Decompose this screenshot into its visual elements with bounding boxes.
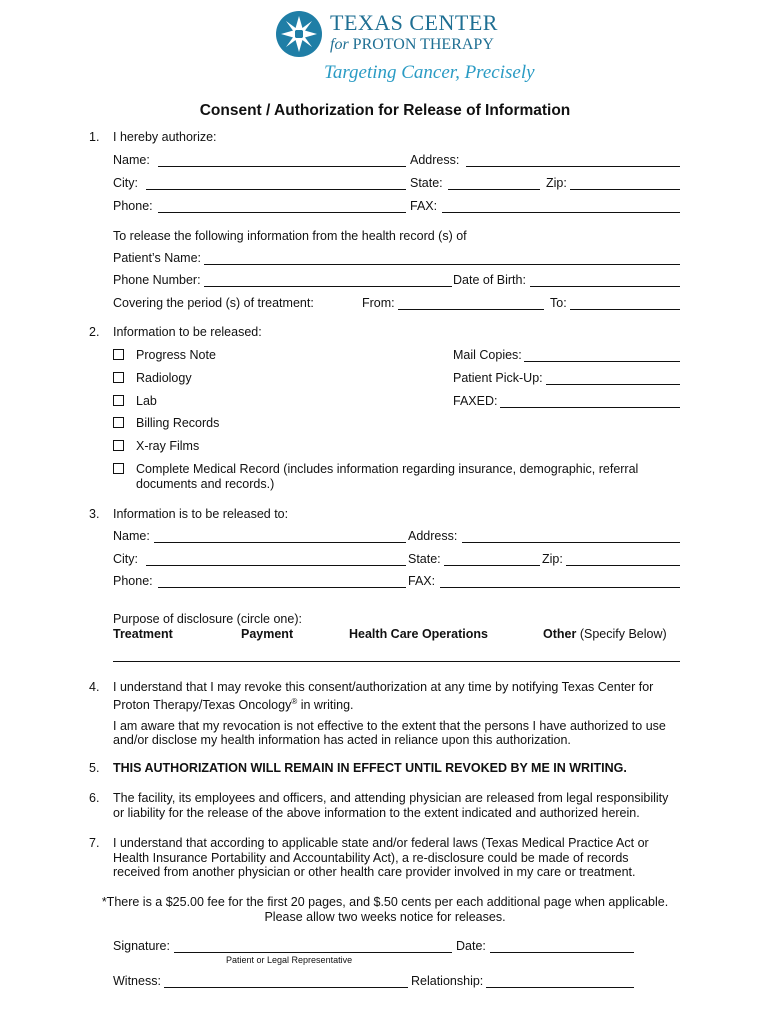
- logo-line2-main: PROTON THERAPY: [352, 36, 494, 53]
- logo-line2-prefix: for: [330, 36, 349, 53]
- witness-label: Witness:: [113, 974, 161, 988]
- section3-number: 3.: [89, 507, 100, 521]
- date-field[interactable]: [490, 952, 634, 953]
- s7-line3: received from another physician or other health care provider involved in my care or treatment.: [113, 865, 636, 879]
- faxed-label: FAXED:: [453, 394, 498, 408]
- s3-city-field[interactable]: [146, 565, 406, 566]
- signature-field[interactable]: [174, 952, 452, 953]
- s1-address-field[interactable]: [466, 166, 680, 167]
- s3-address-field[interactable]: [462, 542, 680, 543]
- s3-phone-field[interactable]: [158, 587, 406, 588]
- purpose-treatment[interactable]: Treatment: [113, 627, 173, 641]
- checkbox-xray-films[interactable]: [113, 440, 124, 451]
- s3-fax-field[interactable]: [440, 587, 680, 588]
- checkbox-billing-records[interactable]: [113, 417, 124, 428]
- s1-from-label: From:: [362, 296, 395, 310]
- s1-state-field[interactable]: [448, 189, 540, 190]
- section2-intro: Information to be released:: [113, 325, 262, 339]
- section1-number: 1.: [89, 130, 100, 144]
- logo-mark-icon: [275, 10, 323, 58]
- s1-from-field[interactable]: [398, 309, 544, 310]
- fee-note-line2: Please allow two weeks notice for releases.: [264, 910, 506, 924]
- s1-phone-number-label: Phone Number:: [113, 273, 201, 287]
- label-xray-films: X-ray Films: [136, 439, 200, 453]
- s3-fax-label: FAX:: [408, 574, 436, 588]
- s1-city-label: City:: [113, 176, 138, 190]
- s1-to-label: To:: [550, 296, 567, 310]
- checkbox-complete-medical-record[interactable]: [113, 463, 124, 474]
- label-radiology: Radiology: [136, 371, 192, 385]
- purpose-payment[interactable]: Payment: [241, 627, 294, 641]
- s4-line2: [113, 694, 354, 713]
- mail-copies-field[interactable]: [524, 361, 680, 362]
- s6-line1: The facility, its employees and officers, and attending physician are released from legal responsibility: [113, 791, 669, 805]
- logo-tagline: Targeting Cancer, Precisely: [324, 62, 535, 83]
- checkbox-radiology[interactable]: [113, 372, 124, 383]
- s1-fax-field[interactable]: [442, 212, 680, 213]
- s4-line2b: in writing.: [297, 698, 354, 713]
- date-label: Date:: [456, 939, 486, 953]
- s1-address-label: Address:: [410, 153, 460, 167]
- s3-address-label: Address:: [408, 529, 458, 543]
- purpose-health-care-operations[interactable]: Health Care Operations: [349, 627, 488, 641]
- s3-phone-label: Phone:: [113, 574, 153, 588]
- s6-line2: or liability for the release of the above information to the extent indicated and authorized herein.: [113, 806, 640, 820]
- s3-state-label: State:: [408, 552, 441, 566]
- purpose-other[interactable]: [543, 627, 667, 642]
- section6-number: 6.: [89, 791, 100, 805]
- signature-caption: Patient or Legal Representative: [226, 955, 353, 965]
- section5-number: 5.: [89, 761, 100, 775]
- s3-state-field[interactable]: [444, 565, 540, 566]
- section1-intro: I hereby authorize:: [113, 130, 217, 144]
- checkbox-progress-note[interactable]: [113, 349, 124, 360]
- s7-line1: I understand that according to applicable state and/or federal laws (Texas Medical Practice Act or: [113, 836, 649, 850]
- section3-intro: Information is to be released to:: [113, 507, 289, 521]
- s1-release-text: To release the following information from the health record (s) of: [113, 229, 467, 243]
- mail-copies-label: Mail Copies:: [453, 348, 522, 362]
- logo-line1: TEXAS CENTER: [330, 10, 498, 35]
- s4-line2a: Proton Therapy/Texas Oncology: [113, 698, 292, 713]
- logo: [272, 8, 535, 88]
- s3-city-label: City:: [113, 552, 138, 566]
- s3-zip-label: Zip:: [542, 552, 563, 566]
- s1-patient-name-field[interactable]: [204, 264, 680, 265]
- relationship-label: Relationship:: [411, 974, 484, 988]
- s3-name-field[interactable]: [154, 542, 406, 543]
- s1-phone-label: Phone:: [113, 199, 153, 213]
- label-complete-medical-record-cont: documents and records.): [136, 477, 275, 491]
- s4-registered-mark: ®: [291, 697, 298, 706]
- signature-label: Signature:: [113, 939, 170, 953]
- s1-to-field[interactable]: [570, 309, 680, 310]
- s4-para2-line1: I am aware that my revocation is not effective to the extent that the persons I have authorized to use: [113, 719, 666, 733]
- s3-zip-field[interactable]: [566, 565, 680, 566]
- witness-field[interactable]: [164, 987, 408, 988]
- s1-period-label: Covering the period (s) of treatment:: [113, 296, 314, 310]
- s1-name-field[interactable]: [158, 166, 406, 167]
- s5-text: THIS AUTHORIZATION WILL REMAIN IN EFFECT UNTIL REVOKED BY ME IN WRITING.: [113, 761, 627, 775]
- s1-dob-label: Date of Birth:: [453, 273, 526, 287]
- fee-note-line1: *There is a $25.00 fee for the first 20 pages, and $.50 cents per each additional page when applicable.: [101, 895, 669, 909]
- s1-dob-field[interactable]: [530, 286, 680, 287]
- patient-pickup-label: Patient Pick-Up:: [453, 371, 543, 385]
- section4-number: 4.: [89, 680, 100, 694]
- purpose-other-suffix: (Specify Below): [579, 627, 667, 641]
- s3-name-label: Name:: [113, 529, 150, 543]
- label-complete-medical-record: Complete Medical Record (includes information regarding insurance, demographic, referral: [136, 462, 639, 476]
- s1-city-field[interactable]: [146, 189, 406, 190]
- purpose-other-label: Other: [543, 627, 577, 641]
- purpose-label: Purpose of disclosure (circle one):: [113, 612, 302, 626]
- purpose-other-specify-field[interactable]: [113, 661, 680, 662]
- s1-zip-label: Zip:: [546, 176, 567, 190]
- s1-phone-number-field[interactable]: [204, 286, 452, 287]
- s1-fax-label: FAX:: [410, 199, 438, 213]
- label-billing-records: Billing Records: [136, 416, 220, 430]
- s1-state-label: State:: [410, 176, 443, 190]
- section7-number: 7.: [89, 836, 100, 850]
- relationship-field[interactable]: [486, 987, 634, 988]
- logo-line2: [330, 36, 494, 54]
- s4-para2-line2: and/or disclose my health information has acted in reliance upon this authorization.: [113, 733, 571, 747]
- faxed-field[interactable]: [500, 407, 680, 408]
- label-progress-note: Progress Note: [136, 348, 216, 362]
- section2-number: 2.: [89, 325, 100, 339]
- s1-name-label: Name:: [113, 153, 150, 167]
- patient-pickup-field[interactable]: [546, 384, 680, 385]
- checkbox-lab[interactable]: [113, 395, 124, 406]
- s1-phone-field[interactable]: [158, 212, 406, 213]
- s1-zip-field[interactable]: [570, 189, 680, 190]
- label-lab: Lab: [136, 394, 157, 408]
- page-title: Consent / Authorization for Release of Information: [199, 102, 571, 119]
- s1-patient-name-label: Patient’s Name:: [113, 251, 202, 265]
- s7-line2: Health Insurance Portability and Accountability Act), a re-disclosure could be made of records: [113, 851, 629, 865]
- s4-line1: I understand that I may revoke this consent/authorization at any time by notifying Texas Center for: [113, 680, 654, 694]
